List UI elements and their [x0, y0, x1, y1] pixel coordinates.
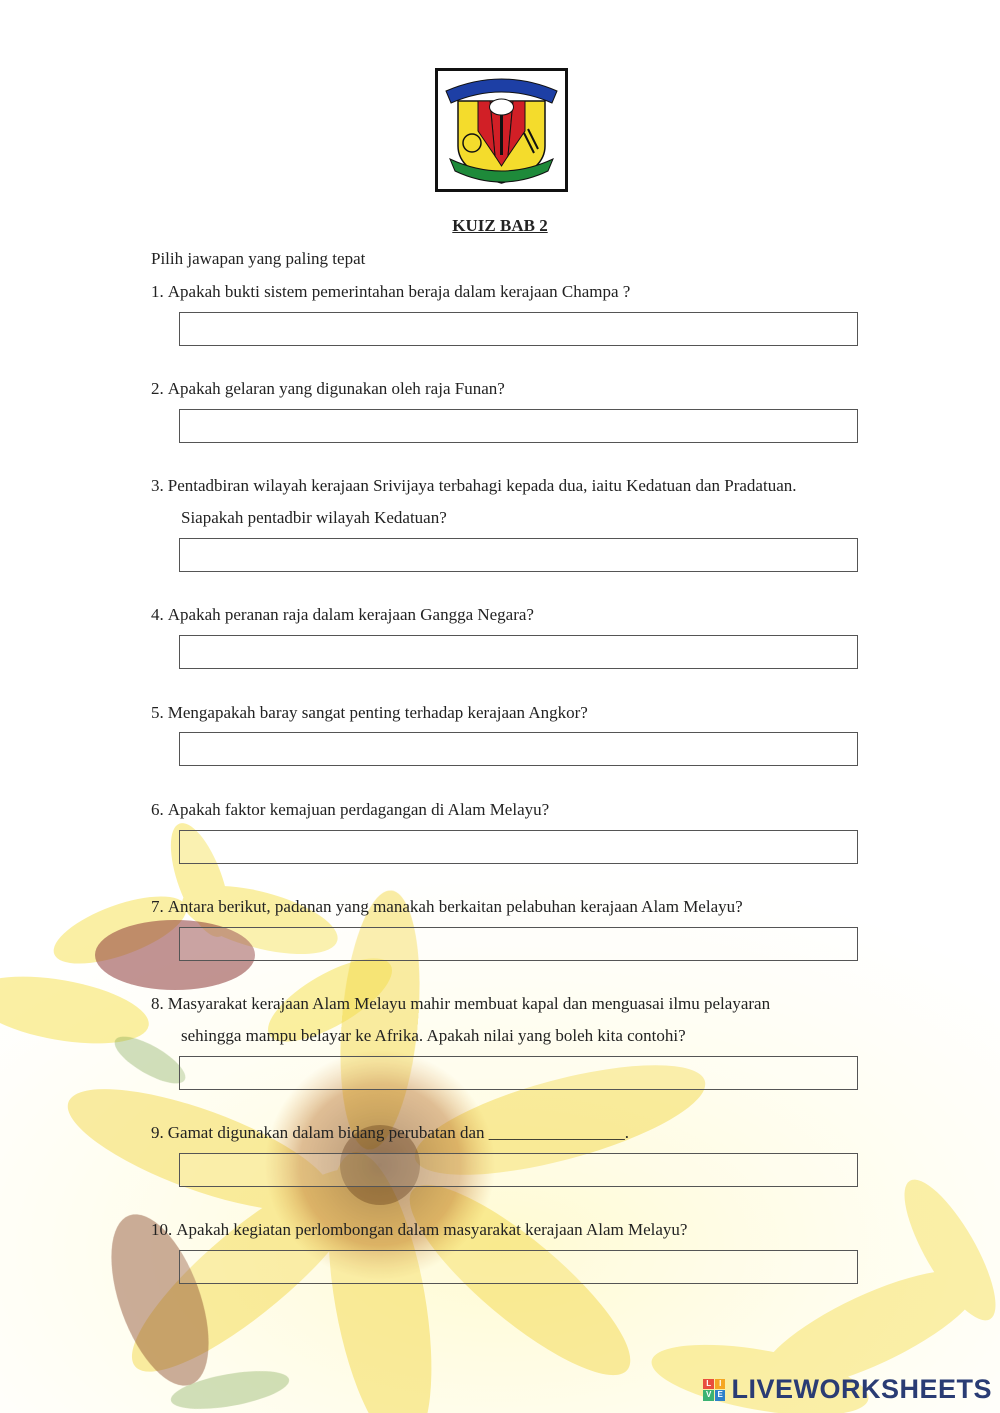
answer-input-1[interactable]: [179, 312, 858, 346]
question-text-continuation: Siapakah pentadbir wilayah Kedatuan?: [181, 508, 447, 527]
question-2: [151, 378, 505, 400]
question-9: [151, 1122, 629, 1144]
logo-letter: L: [703, 1379, 714, 1390]
answer-input-7[interactable]: [179, 927, 858, 961]
question-text: Apakah bukti sistem pemerintahan beraja dalam kerajaan Champa ?: [167, 282, 631, 301]
school-crest: [435, 68, 568, 192]
answer-input-5[interactable]: [179, 732, 858, 766]
question-number: 5.: [151, 703, 164, 722]
question-number: 4.: [151, 605, 164, 624]
answer-input-2[interactable]: [179, 409, 858, 443]
question-10: [151, 1219, 687, 1241]
answer-input-9[interactable]: [179, 1153, 858, 1187]
question-number: 10.: [151, 1220, 173, 1239]
question-number: 3.: [151, 476, 164, 495]
question-text: Masyarakat kerajaan Alam Melayu mahir membuat kapal dan menguasai ilmu pelayaran: [167, 994, 771, 1013]
question-text-continuation: sehingga mampu belayar ke Afrika. Apakah nilai yang boleh kita contohi?: [181, 1026, 686, 1045]
question-6: [151, 799, 549, 821]
question-1: [151, 281, 630, 303]
liveworksheets-logo-icon: [703, 1379, 725, 1401]
question-8: [151, 993, 770, 1047]
brand-name: LIVEWORKSHEETS: [731, 1374, 992, 1404]
logo-letter: V: [703, 1390, 714, 1401]
liveworksheets-brand[interactable]: [703, 1374, 992, 1405]
answer-input-4[interactable]: [179, 635, 858, 669]
school-crest-icon: [438, 71, 565, 189]
answer-input-8[interactable]: [179, 1056, 858, 1090]
question-number: 7.: [151, 897, 164, 916]
question-text: Apakah gelaran yang digunakan oleh raja Funan?: [167, 379, 505, 398]
logo-letter: E: [715, 1390, 726, 1401]
logo-letter: I: [715, 1379, 726, 1390]
question-7: [151, 896, 743, 918]
question-text: Pentadbiran wilayah kerajaan Srivijaya terbahagi kepada dua, iaitu Kedatuan dan Pradatuan.: [167, 476, 797, 495]
question-text: Apakah kegiatan perlombongan dalam masyarakat kerajaan Alam Melayu?: [176, 1220, 688, 1239]
question-number: 2.: [151, 379, 164, 398]
question-text: Gamat digunakan dalam bidang perubatan dan ________________.: [167, 1123, 629, 1142]
question-number: 1.: [151, 282, 164, 301]
question-number: 8.: [151, 994, 164, 1013]
question-number: 6.: [151, 800, 164, 819]
instruction-text: Pilih jawapan yang paling tepat: [151, 249, 366, 268]
question-number: 9.: [151, 1123, 164, 1142]
question-5: [151, 702, 588, 724]
question-4: [151, 604, 534, 626]
answer-input-6[interactable]: [179, 830, 858, 864]
question-3: [151, 475, 797, 529]
question-text: Mengapakah baray sangat penting terhadap kerajaan Angkor?: [167, 703, 588, 722]
answer-input-3[interactable]: [179, 538, 858, 572]
page-title: KUIZ BAB 2: [452, 216, 548, 235]
question-text: Apakah faktor kemajuan perdagangan di Alam Melayu?: [167, 800, 550, 819]
question-text: Apakah peranan raja dalam kerajaan Gangga Negara?: [167, 605, 534, 624]
question-text: Antara berikut, padanan yang manakah berkaitan pelabuhan kerajaan Alam Melayu?: [167, 897, 743, 916]
answer-input-10[interactable]: [179, 1250, 858, 1284]
